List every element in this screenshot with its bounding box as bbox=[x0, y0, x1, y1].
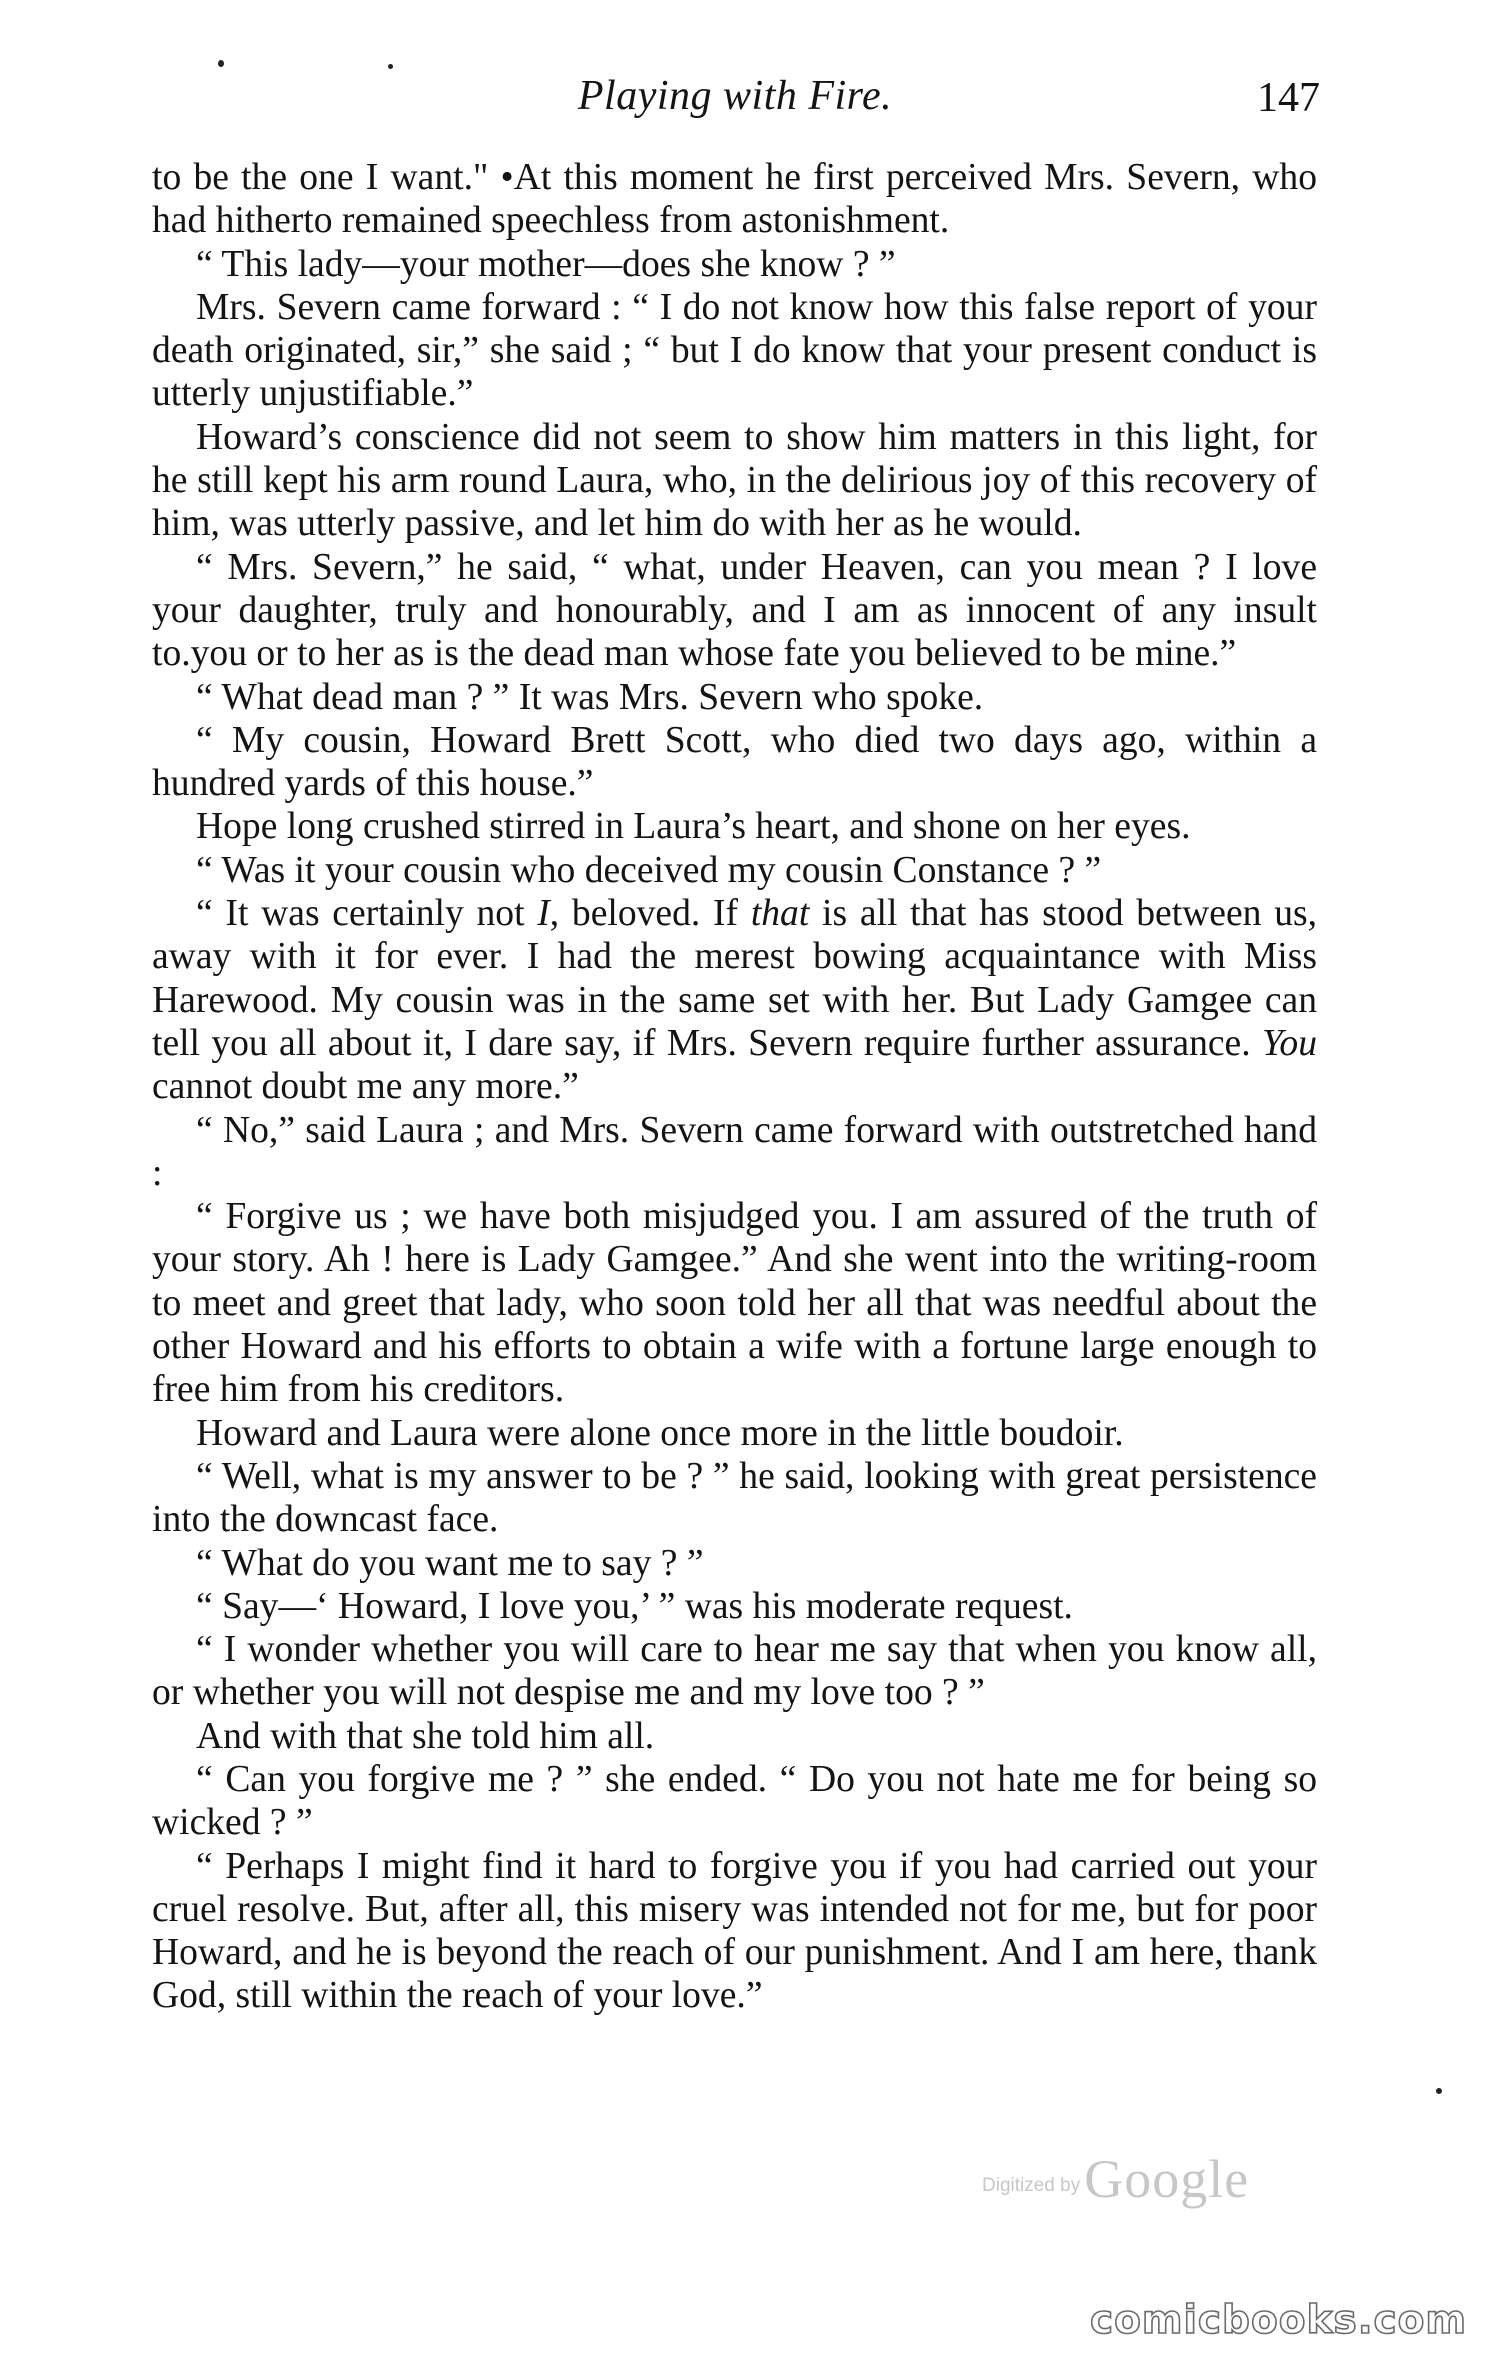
paragraph: “ Forgive us ; we have both misjudged you. I am assured of the truth of your story. Ah ! here is Lady Gamgee.” And she went into the writing-room to meet and greet that lady, who soon told her all that was needful about the other Howard and his efforts to obtain a wife with a fortune large enough to free him from his creditors. bbox=[152, 1196, 1317, 1411]
paragraph: “ What dead man ? ” It was Mrs. Severn who spoke. bbox=[196, 676, 984, 718]
paragraph: “ Can you forgive me ? ” she ended. “ Do you not hate me for being so wicked ? ” bbox=[152, 1758, 1317, 1844]
digitized-by-google-mark bbox=[982, 2148, 1249, 2210]
running-title: Playing with Fire. bbox=[577, 73, 893, 119]
paragraph: “ I wonder whether you will care to hear me say that when you know all, or whether you will not despise me and my love too ? ” bbox=[152, 1629, 1317, 1714]
paragraph: Hope long crushed stirred in Laura’s heart, and shone on her eyes. bbox=[196, 806, 1191, 848]
paragraph-with-emphasis bbox=[152, 892, 1317, 1108]
ink-speck bbox=[388, 64, 393, 69]
paragraph: “ This lady—your mother—does she know ? ” bbox=[196, 243, 896, 285]
running-head bbox=[150, 72, 1320, 142]
paragraph: to be the one I want." •At this moment he first perceived Mrs. Severn, who had hitherto remained speechless from astonishment. bbox=[152, 157, 1317, 242]
google-logo-text: Google bbox=[1084, 2149, 1250, 2209]
body-text bbox=[152, 156, 1317, 2018]
paragraph: Howard and Laura were alone once more in the little boudoir. bbox=[196, 1412, 1124, 1454]
paragraph: And with that she told him all. bbox=[196, 1715, 655, 1757]
paragraph: “ No,” said Laura ; and Mrs. Severn came forward with outstretched hand : bbox=[152, 1109, 1317, 1194]
text-run: is all that has stood between us, away with it for ever. I had the merest bowing acquaintance with Miss Harewood. My cousin was in the same set with her. But Lady Gamgee can tell you all about it, I dare say, if Mrs. Severn require further assurance. bbox=[152, 893, 1317, 1064]
page-number: 147 bbox=[1257, 75, 1320, 121]
paragraph: “ What do you want me to say ? ” bbox=[196, 1542, 704, 1584]
digitized-by-label: Digitized by bbox=[982, 2175, 1081, 2196]
paragraph: “ Mrs. Severn,” he said, “ what, under Heaven, can you mean ? I love your daughter, truly and honourably, and I am as innocent of any insult to.you or to her as is the dead man whose fate you believed to be mine.” bbox=[152, 546, 1317, 675]
text-run: cannot doubt me any more.” bbox=[152, 1066, 579, 1108]
emphasis-that: that bbox=[750, 893, 810, 935]
text-run: “ It was certainly not bbox=[196, 893, 538, 935]
emphasis-you: You bbox=[1261, 1022, 1317, 1064]
paragraph: “ Say—‘ Howard, I love you,’ ” was his moderate request. bbox=[196, 1585, 1073, 1627]
emphasis-i: I bbox=[537, 893, 550, 935]
paragraph: “ My cousin, Howard Brett Scott, who died two days ago, within a hundred yards of this house.” bbox=[152, 719, 1317, 805]
ink-speck bbox=[1436, 2088, 1442, 2094]
paragraph: “ Well, what is my answer to be ? ” he said, looking with great persistence into the downcast face. bbox=[152, 1455, 1317, 1541]
paragraph: Howard’s conscience did not seem to show him matters in this light, for he still kept his arm round Laura, who, in the delirious joy of this recovery of him, was utterly passive, and let him do with her as he would. bbox=[152, 416, 1317, 545]
site-watermark: comicbooks.com bbox=[1090, 2298, 1468, 2343]
paragraph: “ Perhaps I might find it hard to forgive you if you had carried out your cruel resolve. But, after all, this misery was intended not for me, but for poor Howard, and he is beyond the reach of our punishment. And I am here, thank God, still within the reach of your love.” bbox=[152, 1845, 1317, 2017]
ink-speck bbox=[218, 60, 224, 67]
paragraph: Mrs. Severn came forward : “ I do not know how this false report of your death originated, sir,” she said ; “ but I do know that your present conduct is utterly unjustifiable.” bbox=[152, 286, 1317, 415]
text-run: , beloved. If bbox=[549, 893, 751, 935]
paragraph: “ Was it your cousin who deceived my cousin Constance ? ” bbox=[196, 849, 1102, 891]
